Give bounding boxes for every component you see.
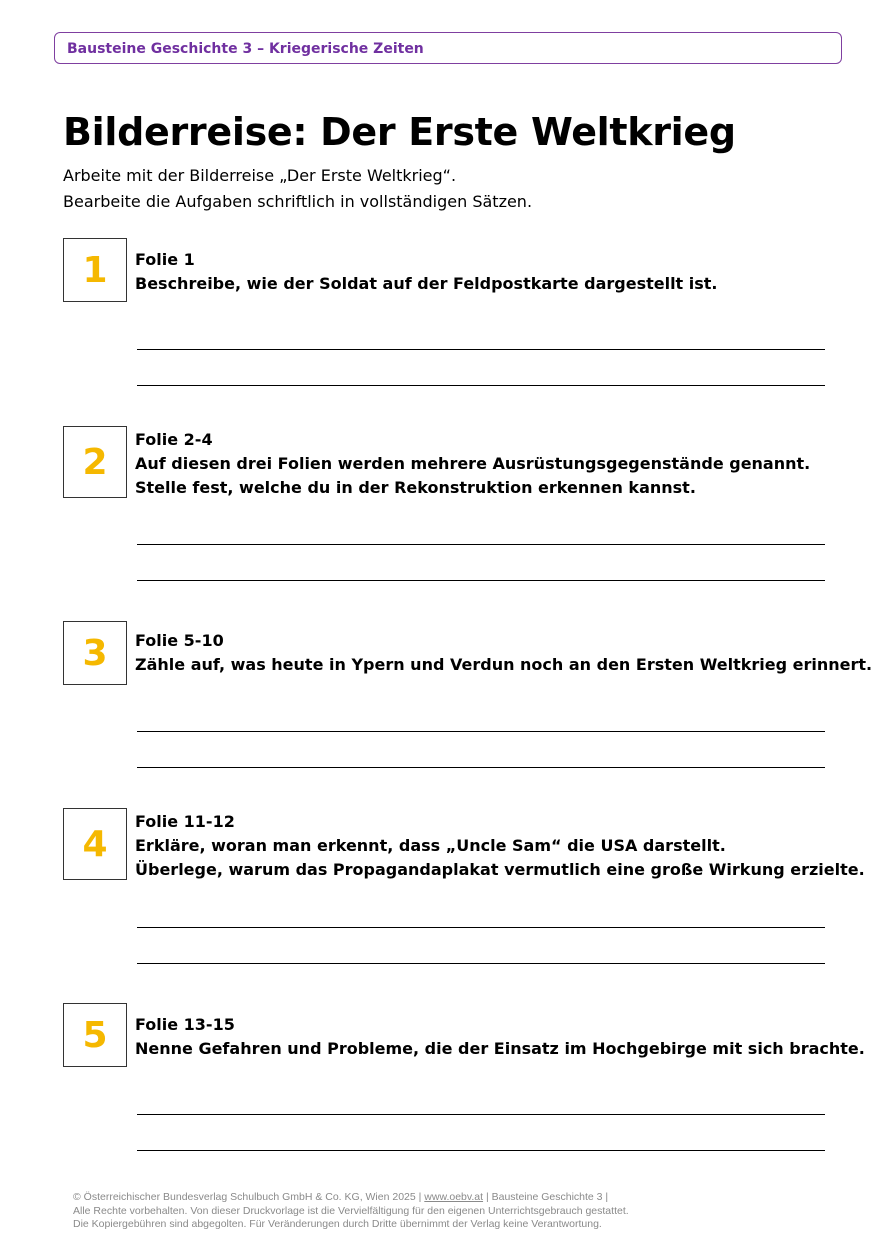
task-text <box>135 428 835 500</box>
task-instruction: Beschreibe, wie der Soldat auf der Feldpostkarte dargestellt ist. <box>135 274 718 293</box>
task-folie: Folie 5-10 <box>135 631 224 650</box>
task-folie: Folie 1 <box>135 250 195 269</box>
task-instruction: Stelle fest, welche du in der Rekonstruktion erkennen kannst. <box>135 478 696 497</box>
answer-line[interactable] <box>137 963 825 964</box>
footer-line-1 <box>73 1191 629 1205</box>
series-title: Bausteine Geschichte 3 – Kriegerische Zeiten <box>67 41 424 57</box>
task-instruction: Überlege, warum das Propagandaplakat vermutlich eine große Wirkung erzielte. <box>135 860 865 879</box>
header-banner <box>54 32 842 64</box>
answer-line[interactable] <box>137 1150 825 1151</box>
footer-publisher: © Österreichischer Bundesverlag Schulbuch GmbH & Co. KG, Wien 2025 | <box>73 1191 425 1203</box>
answer-line[interactable] <box>137 385 825 386</box>
answer-line[interactable] <box>137 927 825 928</box>
answer-line[interactable] <box>137 767 825 768</box>
answer-line[interactable] <box>137 544 825 545</box>
answer-line[interactable] <box>137 731 825 732</box>
answer-line[interactable] <box>137 580 825 581</box>
footer-series: | Bausteine Geschichte 3 | <box>483 1191 609 1203</box>
task-instruction: Nenne Gefahren und Probleme, die der Einsatz im Hochgebirge mit sich brachte. <box>135 1039 865 1058</box>
task-text <box>135 1013 865 1061</box>
task-text <box>135 629 873 677</box>
footer-line-3: Die Kopiergebühren sind abgegolten. Für Veränderungen durch Dritte übernimmt der Verlag keine Verantwortung. <box>73 1218 602 1230</box>
task-folie: Folie 2-4 <box>135 430 213 449</box>
copyright-footer <box>73 1191 629 1232</box>
footer-line-2: Alle Rechte vorbehalten. Von dieser Druckvorlage ist die Vervielfältigung für den eigenen Unterrichtsgebrauch gestattet. <box>73 1204 629 1217</box>
task-instruction: Auf diesen drei Folien werden mehrere Ausrüstungsgegenstände genannt. <box>135 454 811 473</box>
task-folie: Folie 13-15 <box>135 1015 235 1034</box>
task-text <box>135 810 865 882</box>
task-number: 2 <box>63 426 127 498</box>
page-title: Bilderreise: Der Erste Weltkrieg <box>63 110 736 154</box>
task-number: 1 <box>63 238 127 302</box>
task-text <box>135 248 835 296</box>
task-instruction: Erkläre, woran man erkennt, dass „Uncle Sam“ die USA darstellt. <box>135 836 726 855</box>
task-instruction: Zähle auf, was heute in Ypern und Verdun noch an den Ersten Weltkrieg erinnert. <box>135 655 873 674</box>
task-number: 3 <box>63 621 127 685</box>
intro-line: Bearbeite die Aufgaben schriftlich in vollständigen Sätzen. <box>63 192 533 211</box>
answer-line[interactable] <box>137 1114 825 1115</box>
answer-line[interactable] <box>137 349 825 350</box>
task-number: 4 <box>63 808 127 880</box>
intro-text <box>63 163 532 215</box>
intro-line: Arbeite mit der Bilderreise „Der Erste Weltkrieg“. <box>63 166 457 185</box>
task-number: 5 <box>63 1003 127 1067</box>
publisher-link[interactable]: www.oebv.at <box>424 1191 484 1203</box>
task-folie: Folie 11-12 <box>135 812 235 831</box>
